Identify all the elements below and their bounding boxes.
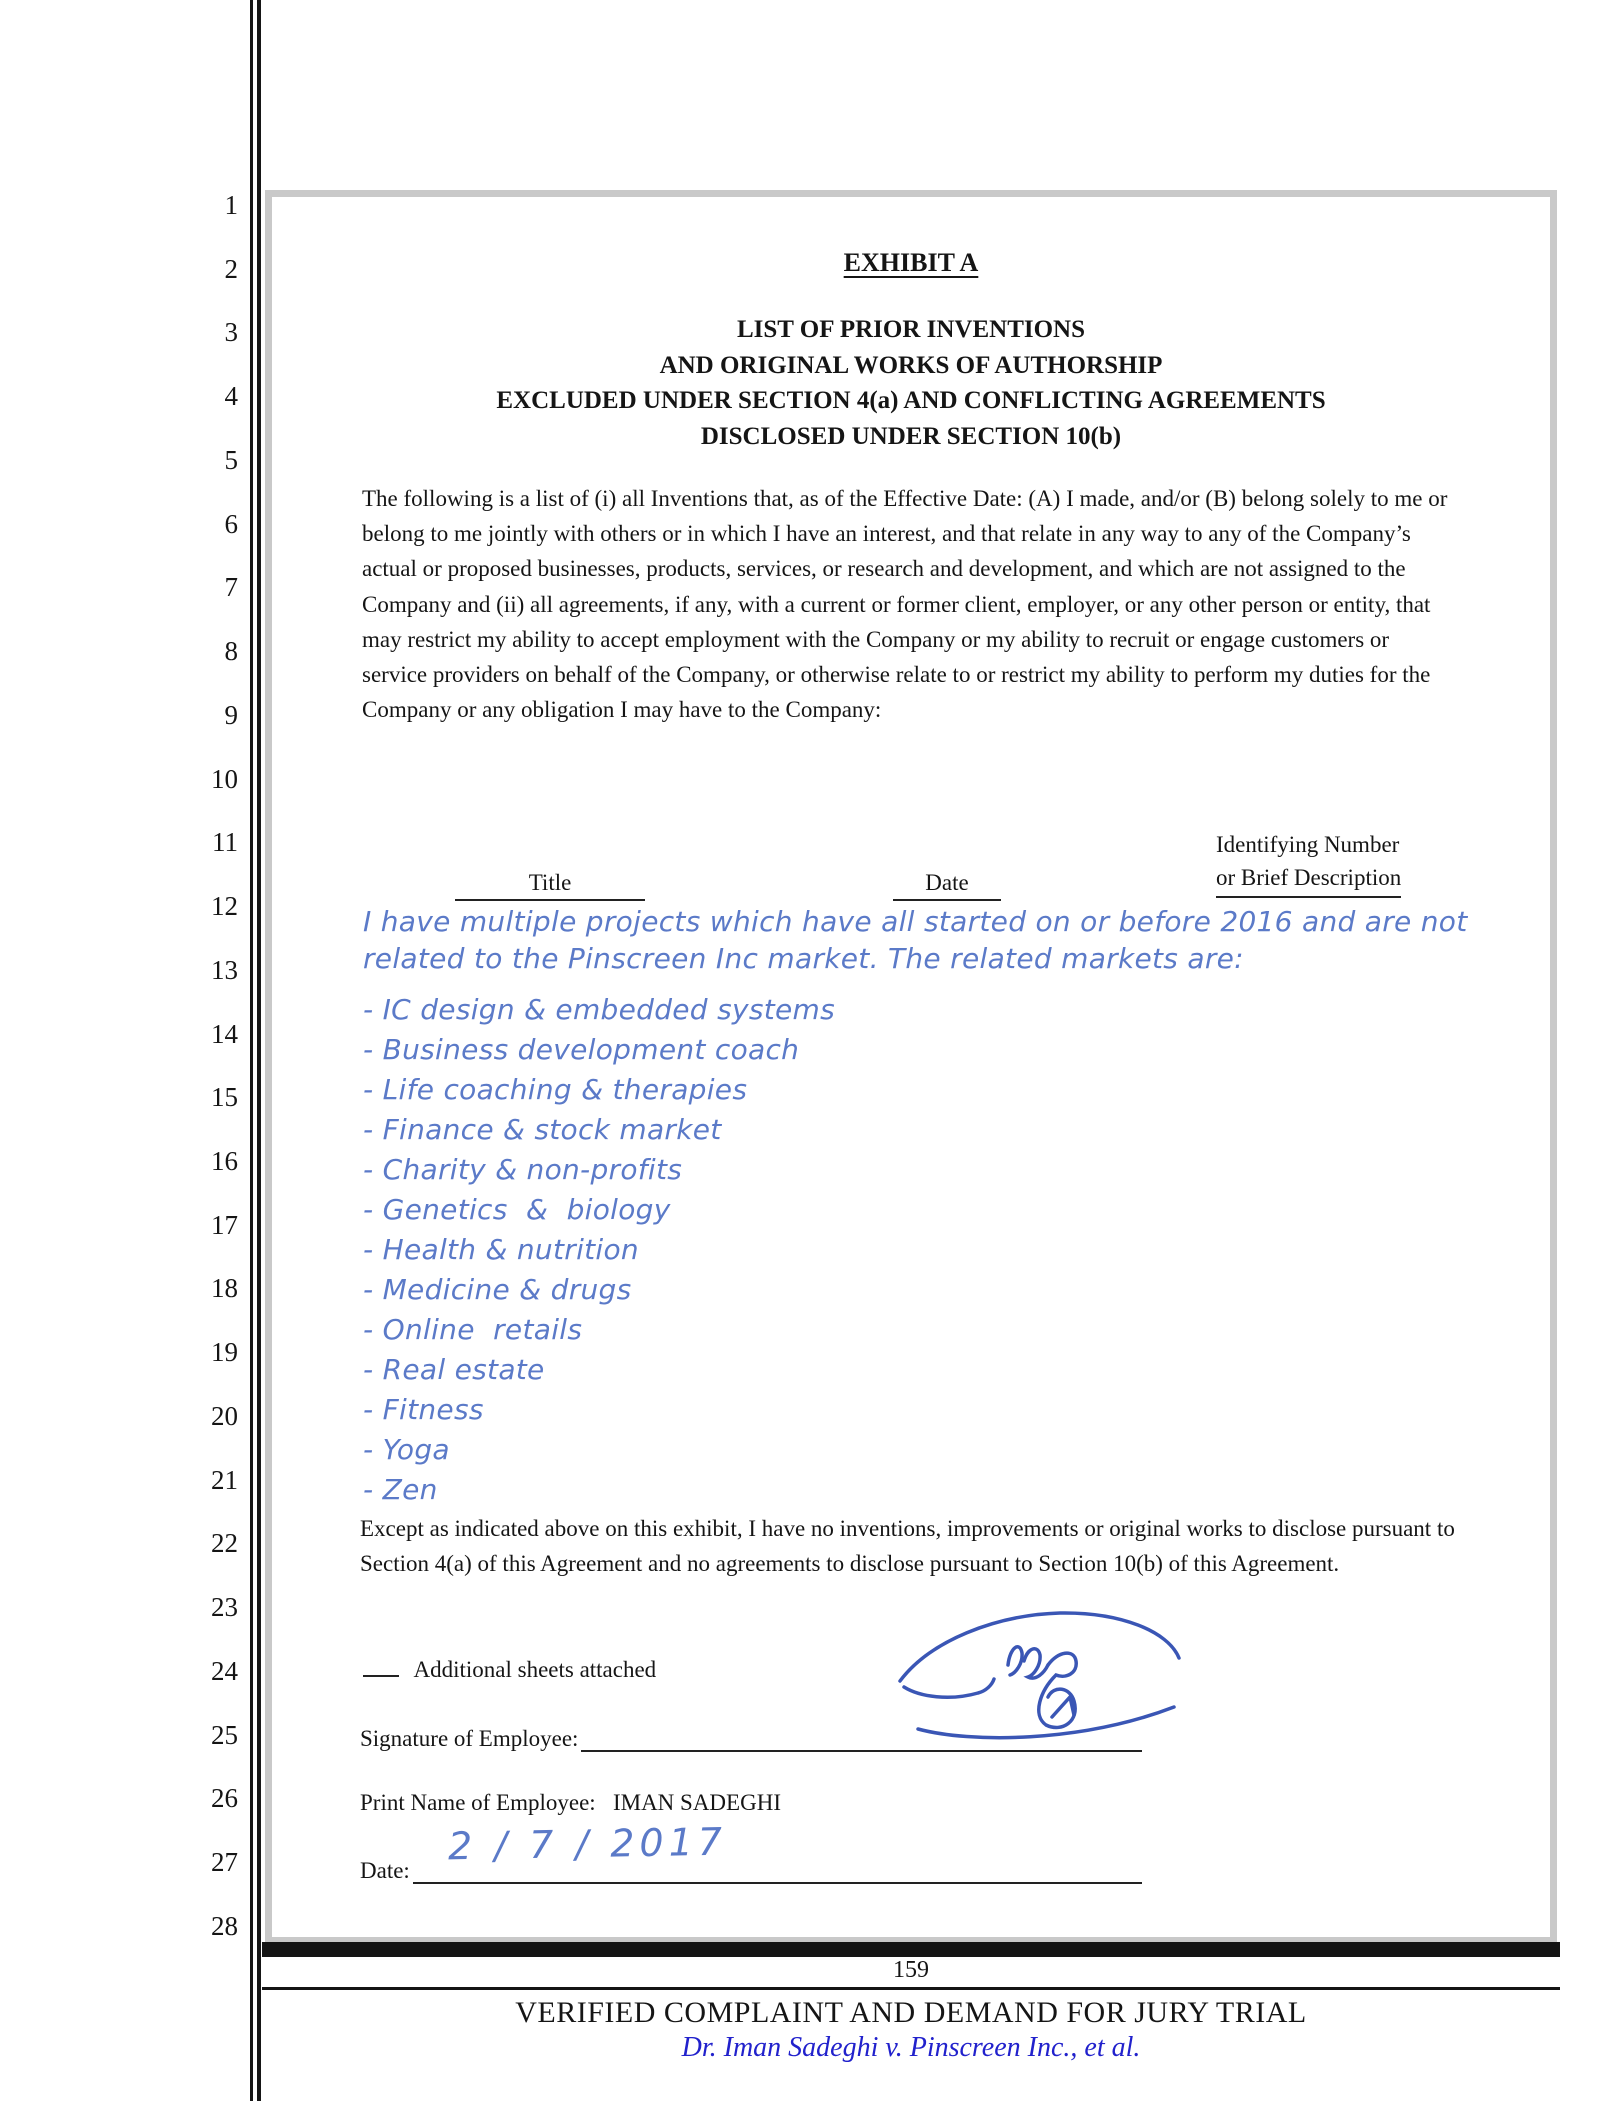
pleading-line-number: 24 — [211, 1655, 238, 1686]
date-label: Date: — [360, 1858, 410, 1883]
signature-line — [581, 1716, 1142, 1752]
additional-sheets-label: Additional sheets attached — [413, 1657, 657, 1682]
pleading-line-number: 27 — [211, 1847, 238, 1878]
footer-case-name: Dr. Iman Sadeghi v. Pinscreen Inc., et al. — [681, 2032, 1141, 2063]
column-header-identifying-line2: or Brief Description — [1216, 861, 1401, 898]
additional-sheets-blank-line — [363, 1652, 399, 1677]
pleading-line-number: 7 — [224, 572, 238, 603]
handwritten-market-list — [363, 990, 835, 1510]
pleading-line-number: 10 — [211, 763, 238, 794]
exhibit-heading-line: DISCLOSED UNDER SECTION 10(b) — [700, 422, 1122, 450]
pleading-line-numbers — [0, 192, 238, 1940]
handwritten-market-item: - Life coaching & therapies — [363, 1073, 748, 1106]
column-header-identifying — [1216, 828, 1401, 898]
handwritten-note-intro: I have multiple projects which have all started on or before 2016 and are not related to the Pinscreen Inc market. The related markets are: — [363, 905, 1468, 975]
handwritten-market-item: - Zen — [363, 1473, 438, 1506]
pleading-line-number: 13 — [211, 954, 238, 985]
handwritten-market-item: - Online retails — [363, 1313, 583, 1346]
footer-thin-rule — [262, 1987, 1560, 1990]
exhibit-heading-line: LIST OF PRIOR INVENTIONS — [737, 316, 1085, 343]
print-name-row — [360, 1790, 781, 1816]
handwritten-market-item: - Genetics & biology — [363, 1193, 671, 1226]
column-header-date: Date — [893, 870, 1001, 901]
footer-document-title: VERIFIED COMPLAINT AND DEMAND FOR JURY TRIAL — [515, 1996, 1307, 2029]
column-header-identifying-line1: Identifying Number — [1216, 832, 1400, 857]
page-number: 159 — [893, 1957, 929, 1983]
print-name-value: IMAN SADEGHI — [612, 1790, 781, 1815]
pleading-line-number: 25 — [211, 1719, 238, 1750]
exhibit-heading-line: AND ORIGINAL WORKS OF AUTHORSHIP — [659, 351, 1163, 379]
pleading-line-number: 15 — [211, 1082, 238, 1113]
intro-paragraph: The following is a list of (i) all Inventions that, as of the Effective Date: (A) I made, and/or (B) belong solely to me or belong to me jointly with others or in which I have an interest, and that relate in any way to any of the Company’s actual or proposed businesses, products, services, or research and development, and which are not assigned to the Company and (ii) all agreements, if any, with a current or former client, employer, or any other person or entity, that may restrict my ability to accept employment with the Company or my ability to recruit or engage customers or service providers on behalf of the Company, or otherwise relate to or restrict my ability to perform my duties for the Company or any obligation I may have to the Company: — [362, 486, 1448, 723]
pleading-line-number: 23 — [211, 1592, 238, 1623]
pleading-line-number: 26 — [211, 1783, 238, 1814]
additional-sheets-row — [363, 1652, 656, 1683]
pleading-line-number: 11 — [212, 827, 238, 858]
pleading-line-number: 22 — [211, 1528, 238, 1559]
handwritten-market-item: - Real estate — [363, 1353, 545, 1386]
pleading-line-number: 19 — [211, 1337, 238, 1368]
pleading-line-number: 3 — [224, 317, 238, 348]
pleading-line-number: 9 — [224, 699, 238, 730]
pleading-line-number: 21 — [211, 1464, 238, 1495]
pleading-line-number: 20 — [211, 1400, 238, 1431]
handwritten-market-item: - Business development coach — [363, 1033, 800, 1066]
pleading-line-number: 8 — [224, 636, 238, 667]
handwritten-market-item: - Medicine & drugs — [363, 1273, 632, 1306]
handwritten-date: 2 / 7 / 2017 — [447, 1819, 728, 1869]
closing-paragraph: Except as indicated above on this exhibit, I have no inventions, improvements or original works to disclose pursuant to Section 4(a) of this Agreement and no agreements to disclose pursuant to Section 10(b) of this Agreement. — [360, 1516, 1455, 1577]
pleading-line-number: 4 — [224, 381, 238, 412]
pleading-line-number: 28 — [211, 1910, 238, 1941]
pleading-line-number: 16 — [211, 1146, 238, 1177]
signature-row — [360, 1718, 1142, 1752]
pleading-line-number: 6 — [224, 508, 238, 539]
exhibit-title-text: EXHIBIT A — [843, 248, 979, 277]
exhibit-title — [262, 248, 1560, 278]
handwritten-market-item: - Yoga — [363, 1433, 450, 1466]
pleading-line-number: 14 — [211, 1018, 238, 1049]
handwritten-market-item: - Health & nutrition — [363, 1233, 639, 1266]
exhibit-heading — [262, 312, 1560, 454]
signature-label: Signature of Employee: — [360, 1726, 579, 1751]
handwritten-market-item: - Charity & non-profits — [363, 1153, 683, 1186]
pleading-vertical-rule-inner — [257, 0, 261, 2101]
pleading-line-number: 5 — [224, 444, 238, 475]
pleading-line-number: 17 — [211, 1209, 238, 1240]
pleading-line-number: 2 — [224, 253, 238, 284]
pleading-vertical-rule-outer — [250, 0, 253, 2101]
exhibit-heading-line: EXCLUDED UNDER SECTION 4(a) AND CONFLICTING AGREEMENTS — [496, 387, 1326, 414]
footer-thick-rule — [262, 1942, 1560, 1957]
handwritten-market-item: - Finance & stock market — [363, 1113, 722, 1146]
print-name-label: Print Name of Employee: — [360, 1790, 596, 1815]
handwritten-market-item: - IC design & embedded systems — [363, 993, 835, 1026]
pleading-line-number: 18 — [211, 1273, 238, 1304]
pleading-line-number: 12 — [211, 891, 238, 922]
column-header-title: Title — [455, 870, 645, 901]
pleading-line-number: 1 — [224, 190, 238, 220]
handwritten-market-item: - Fitness — [363, 1393, 484, 1426]
